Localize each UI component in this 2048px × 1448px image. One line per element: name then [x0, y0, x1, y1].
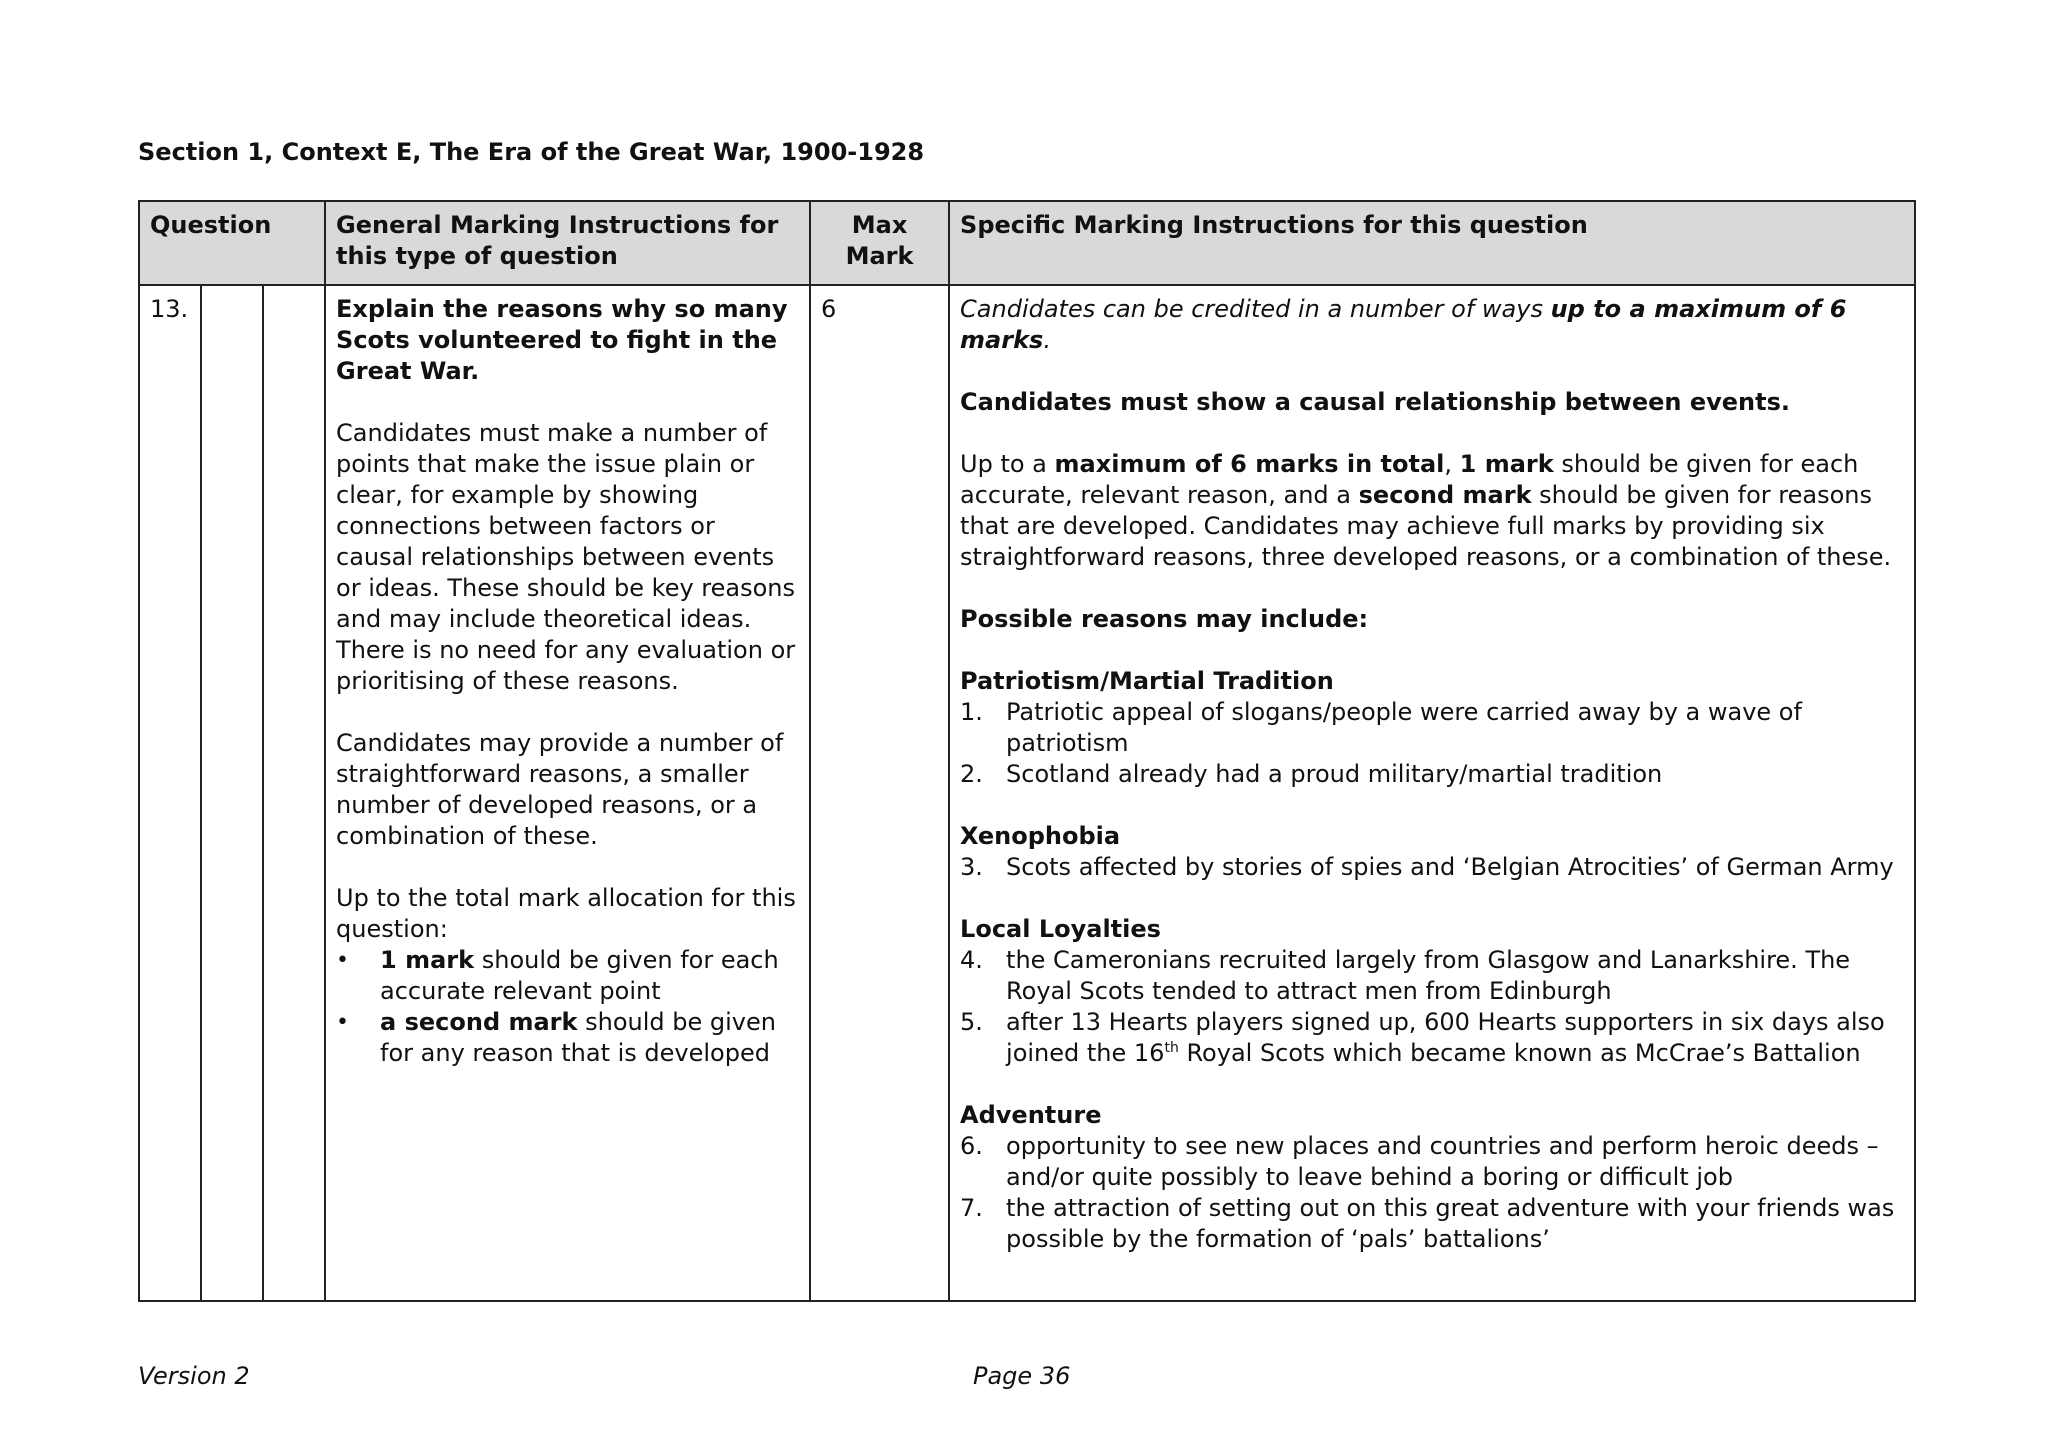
table-row — [139, 285, 1915, 1301]
text-run-bold: 1 mark — [1459, 450, 1554, 478]
max-mark-value: 6 — [810, 285, 949, 1301]
text-run: , — [1444, 450, 1460, 478]
general-para: Candidates must make a number of points that make the issue plain or clear, for example by showing connections between factors or causal relationships between events or ideas. These should be key reasons and may include theoretical ideas. There is no need for any evaluation or prioritising of these reasons. — [336, 419, 796, 695]
reason-group-heading: Local Loyalties — [960, 915, 1161, 943]
intro-end: . — [1043, 326, 1051, 354]
question-subpart-cell — [263, 285, 325, 1301]
marks-paragraph — [960, 449, 1904, 573]
reason-group — [960, 1100, 1904, 1255]
specific-intro — [960, 294, 1904, 356]
intro-italic: Candidates can be credited in a number of ways — [960, 295, 1551, 323]
reason-group-heading: Patriotism/Martial Tradition — [960, 667, 1334, 695]
reason-group — [960, 666, 1904, 790]
table-header-row — [139, 201, 1915, 285]
ordinal-superscript: th — [1164, 1040, 1179, 1056]
item-text: Patriotic appeal of slogans/people were carried away by a wave of patriotism — [1006, 698, 1802, 757]
bullet-text: should be given for each accurate relevant point — [380, 946, 779, 1005]
question-subpart-cell — [201, 285, 263, 1301]
reason-group-heading: Xenophobia — [960, 822, 1121, 850]
section-title: Section 1, Context E, The Era of the Great War, 1900-1928 — [138, 138, 925, 166]
intro-bold-italic: up to a maximum of 6 marks — [960, 295, 1847, 354]
text-run-bold: second mark — [1358, 481, 1532, 509]
list-item — [960, 1193, 1904, 1255]
list-item — [960, 1131, 1904, 1193]
list-item — [960, 1007, 1904, 1069]
question-number: 13. — [139, 285, 201, 1301]
item-text: Royal Scots which became known as McCrae’s Battalion — [1178, 1039, 1861, 1067]
item-number: 1. — [960, 698, 983, 726]
item-text: the Cameronians recruited largely from Glasgow and Lanarkshire. The Royal Scots tended to attract men from Edinburgh — [1006, 946, 1851, 1005]
text-run: should be given for each accurate, relevant reason, and a — [960, 450, 1859, 509]
general-para: Candidates may provide a number of straightforward reasons, a smaller number of developed reasons, or a combination of these. — [336, 729, 784, 850]
bullet-bold: a second mark — [380, 1008, 578, 1036]
item-number: 7. — [960, 1194, 983, 1222]
item-number: 2. — [960, 760, 983, 788]
item-text: Scots affected by stories of spies and ‘Belgian Atrocities’ of German Army — [1006, 853, 1894, 881]
header-specific-instructions: Specific Marking Instructions for this question — [949, 201, 1915, 285]
footer-version: Version 2 — [138, 1362, 250, 1390]
item-number: 3. — [960, 853, 983, 881]
text-run: Up to a — [960, 450, 1055, 478]
reason-list — [960, 852, 1904, 883]
item-text: after 13 Hearts players signed up, 600 Hearts supporters in six days also joined the 16 — [1006, 1008, 1885, 1067]
list-item — [380, 1007, 799, 1069]
item-number: 6. — [960, 1132, 983, 1160]
item-number: 4. — [960, 946, 983, 974]
question-text: Explain the reasons why so many Scots volunteered to fight in the Great War. — [336, 295, 788, 385]
item-text: opportunity to see new places and countries and perform heroic deeds – and/or quite possibly to leave behind a boring or difficult job — [1006, 1132, 1879, 1191]
specific-instructions-cell — [949, 285, 1915, 1301]
mark-allocation-list — [336, 945, 799, 1069]
causal-note: Candidates must show a causal relationship between events. — [960, 388, 1791, 416]
list-item — [960, 759, 1904, 790]
marking-table — [138, 200, 1916, 1302]
header-max-mark: Max Mark — [810, 201, 949, 285]
text-run-bold: maximum of 6 marks in total — [1054, 450, 1445, 478]
bullet-bold: 1 mark — [380, 946, 475, 974]
item-text: the attraction of setting out on this great adventure with your friends was possible by the formation of ‘pals’ battalions’ — [1006, 1194, 1895, 1253]
list-item — [960, 697, 1904, 759]
header-general-instructions: General Marking Instructions for this type of question — [325, 201, 810, 285]
general-instructions-cell — [325, 285, 810, 1301]
reason-list — [960, 1131, 1904, 1255]
list-item — [960, 945, 1904, 1007]
list-item — [960, 852, 1904, 883]
footer-page-number: Page 36 — [973, 1362, 1071, 1390]
item-number: 5. — [960, 1008, 983, 1036]
general-para: Up to the total mark allocation for this question: — [336, 884, 796, 943]
reason-group — [960, 914, 1904, 1069]
text-run: should be given for reasons that are developed. Candidates may achieve full marks by providing six straightforward reasons, three developed reasons, or a combination of these. — [960, 481, 1892, 571]
bullet-text: should be given for any reason that is developed — [380, 1008, 776, 1067]
list-item — [380, 945, 799, 1007]
reason-group — [960, 821, 1904, 883]
possible-reasons-heading: Possible reasons may include: — [960, 605, 1369, 633]
item-text: Scotland already had a proud military/martial tradition — [1006, 760, 1663, 788]
reason-list — [960, 945, 1904, 1069]
reason-group-heading: Adventure — [960, 1101, 1102, 1129]
reason-list — [960, 697, 1904, 790]
header-question: Question — [139, 201, 325, 285]
